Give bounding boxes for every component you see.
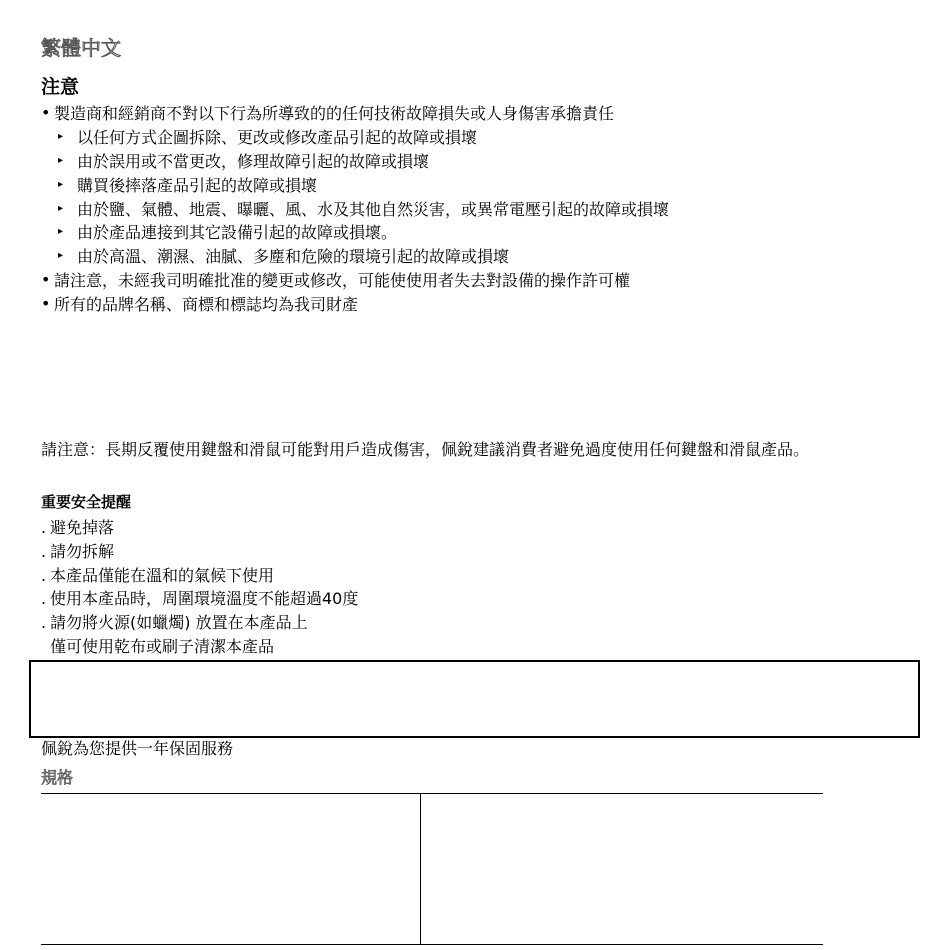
notice-sub-item	[41, 172, 669, 196]
empty-bordered-box	[29, 660, 920, 738]
notice-bullet-text: 所有的品牌名稱、商標和標誌均為我司財產	[54, 294, 359, 314]
notice-sub-item-text: 以任何方式企圖拆除、更改或修改產品引起的故障或損壞	[77, 128, 478, 148]
spec-table	[41, 793, 823, 945]
notice-sub-item-text: 由於高溫、潮濕、油膩、多塵和危險的環境引起的故障或損壞	[77, 247, 510, 267]
bullet-dot-icon: •	[41, 269, 51, 289]
notice-sub-item	[41, 196, 669, 220]
safety-item-text: 請勿將火源(如蠟燭) 放置在本產品上	[50, 613, 308, 633]
notice-bullet	[41, 268, 669, 292]
safety-item-text: 請勿拆解	[50, 541, 115, 561]
notice-bullet-text: 請注意，未經我司明確批准的變更或修改，可能使使用者失去對設備的操作許可權	[54, 270, 631, 290]
notice-bullet	[41, 101, 669, 125]
safety-item: . 避免掉落	[41, 518, 115, 537]
notice-sub-item	[41, 244, 669, 268]
notice-sub-item-text: 由於產品連接到其它設備引起的故障或損壞。	[77, 223, 398, 243]
safety-item: . 使用本產品時，周圍環境溫度不能超過40度	[41, 589, 359, 609]
safety-item-text: 使用本產品時，周圍環境溫度不能超過40度	[50, 589, 359, 609]
safety-item: . 請勿將火源(如蠟燭) 放置在本產品上	[41, 613, 308, 633]
notice-list	[41, 101, 669, 315]
triangle-bullet-icon: ▸	[58, 226, 64, 238]
triangle-bullet-icon: ▸	[58, 131, 64, 143]
spec-label: 規格	[41, 768, 74, 787]
notice-sub-item-text: 購買後摔落產品引起的故障或損壞	[77, 175, 318, 195]
safety-item: . 本產品僅能在溫和的氣候下使用	[41, 565, 275, 585]
safety-list	[41, 516, 358, 659]
notice-sub-item	[41, 149, 669, 173]
usage-warning-text: 請注意：長期反覆使用鍵盤和滑鼠可能對用戶造成傷害，佩銳建議消費者避免過度使用任何鍵盤和滑鼠產品。	[41, 440, 810, 459]
safety-heading: 重要安全提醒	[41, 493, 132, 511]
triangle-bullet-icon: ▸	[58, 154, 64, 166]
notice-sub-item-text: 由於鹽、氣體、地震、曝曬、風、水及其他自然災害，或異常電壓引起的故障或損壞	[77, 199, 670, 219]
notice-sub-item	[41, 220, 669, 244]
notice-sub-item-text: 由於誤用或不當更改，修理故障引起的故障或損壞	[77, 151, 430, 171]
triangle-bullet-icon: ▸	[58, 178, 64, 190]
notice-bullet	[41, 291, 669, 315]
language-title: 繁體中文	[41, 36, 121, 60]
triangle-bullet-icon: ▸	[58, 250, 64, 262]
notice-heading: 注意	[41, 76, 80, 98]
warranty-text: 佩銳為您提供一年保固服務	[41, 739, 234, 758]
notice-bullet-text: 製造商和經銷商不對以下行為所導致的的任何技術故障損失或人身傷害承擔責任	[54, 104, 615, 124]
bullet-dot-icon: •	[41, 103, 51, 123]
safety-item-text: 僅可使用乾布或刷子清潔本產品	[50, 636, 275, 656]
safety-item: . 請勿拆解	[41, 541, 115, 561]
spec-table-divider	[420, 794, 421, 944]
safety-item-text: 避免掉落	[50, 518, 115, 537]
bullet-dot-icon: •	[41, 293, 51, 313]
triangle-bullet-icon: ▸	[58, 202, 64, 214]
notice-sub-item	[41, 125, 669, 149]
safety-item-text: 本產品僅能在溫和的氣候下使用	[50, 565, 275, 585]
safety-item	[41, 635, 358, 659]
